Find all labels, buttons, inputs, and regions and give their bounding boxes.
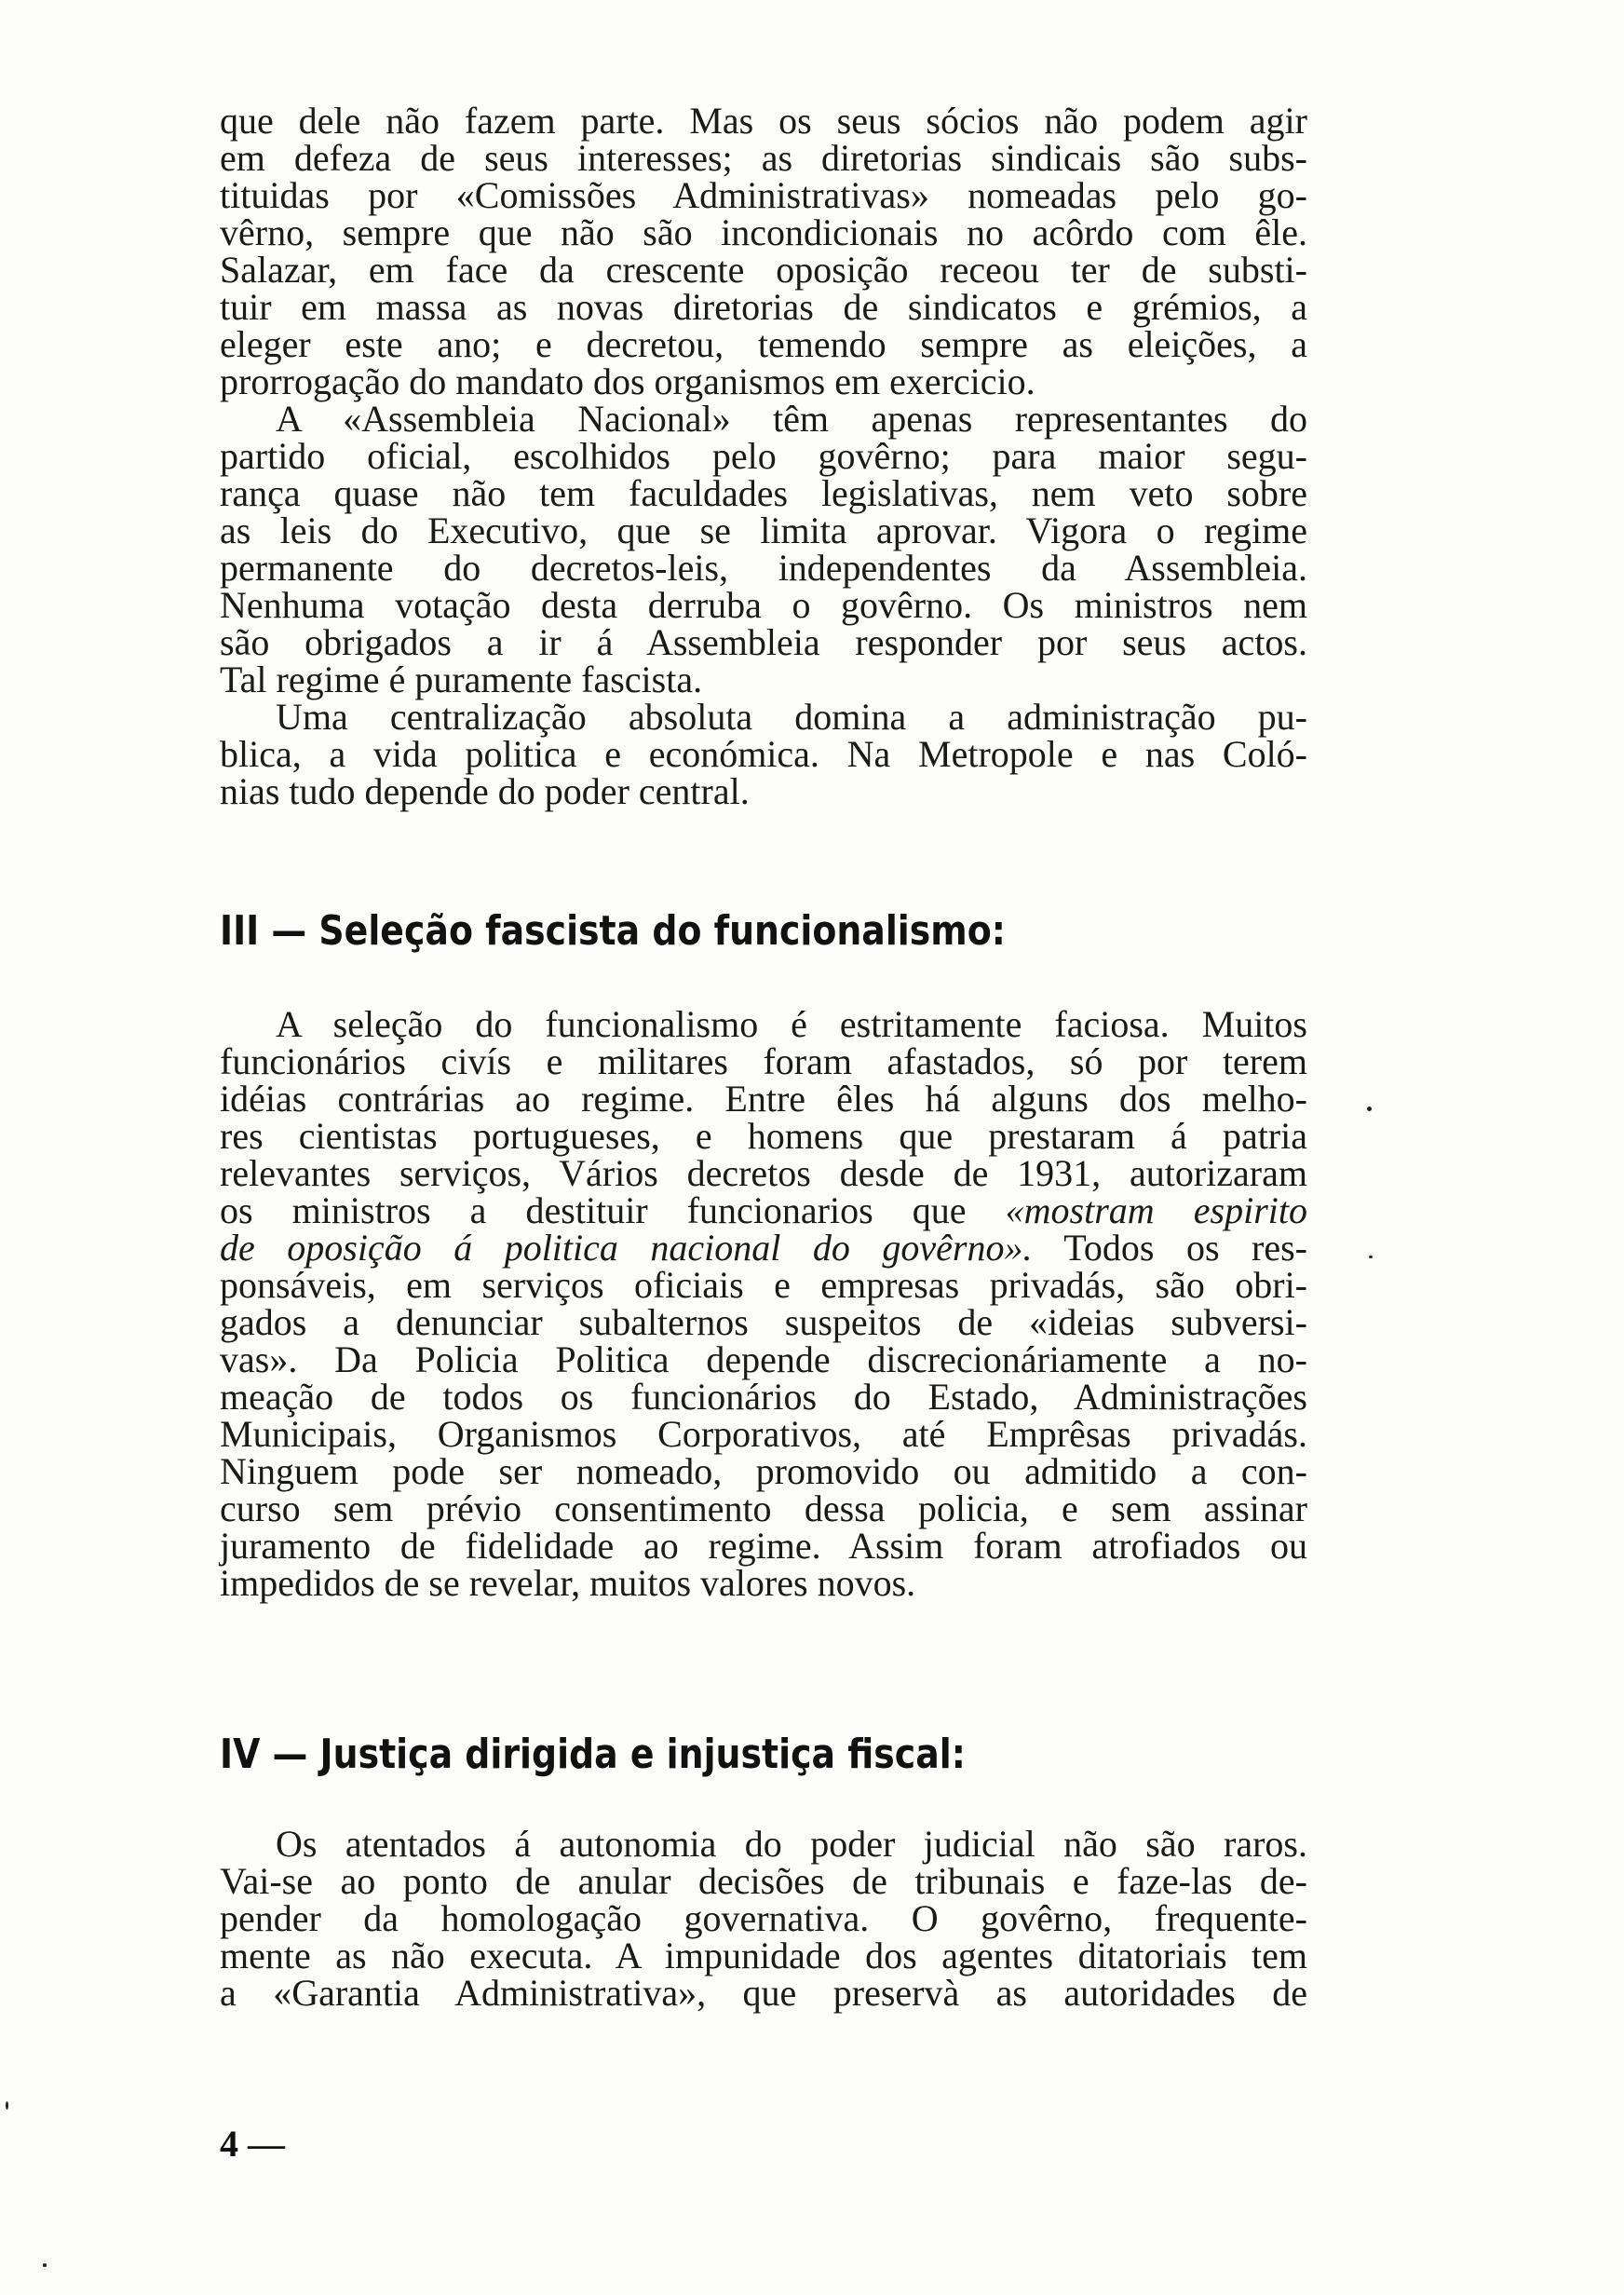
text-line: tuir em massa as novas diretorias de sindicatos e grémios, a <box>220 286 1307 328</box>
text-line: vêrno, sempre que não são incondicionais no acôrdo com êle. <box>220 211 1307 253</box>
text-line: res cientistas portugueses, e homens que prestaram á patria <box>220 1115 1307 1157</box>
text-line: permanente do decretos-leis, independentes da Assembleia. <box>220 547 1307 589</box>
paragraph-5 <box>220 1823 1307 2014</box>
text-line: vas». Da Policia Politica depende discrecionáriamente a no- <box>220 1338 1307 1380</box>
text-line: rança quase não tem faculdades legislativas, nem veto sobre <box>220 472 1307 514</box>
text-line: Salazar, em face da crescente oposição receou ter de substi- <box>220 249 1307 291</box>
paragraph-1 <box>220 102 1307 401</box>
text-line: prorrogação do mandato dos organismos em exercicio. <box>220 360 1035 402</box>
text-line: Os atentados á autonomia do poder judicial não são raros. <box>276 1823 1307 1865</box>
text-line: Uma centralização absoluta domina a administração pu- <box>276 696 1307 738</box>
text-line: eleger este ano; e decretou, temendo sempre as eleições, a <box>220 323 1307 365</box>
text-span: os ministros a destituir funcionarios que <box>220 1189 967 1231</box>
text-line <box>220 1229 1307 1267</box>
text-line: partido oficial, escolhidos pelo govêrno; para maior segu- <box>220 435 1307 477</box>
text-line: Municipais, Organismos Corporativos, até Emprêsas privadás. <box>220 1413 1307 1455</box>
text-line: Nenhuma votação desta derruba o govêrno. Os ministros nem <box>220 584 1307 626</box>
text-span: Todos os res- <box>1032 1227 1308 1269</box>
text-line: são obrigados a ir á Assembleia responder por seus actos. <box>220 621 1307 663</box>
text-line: juramento de fidelidade ao regime. Assim foram atrofiados ou <box>220 1525 1307 1567</box>
text-line: impedidos de se revelar, muitos valores novos. <box>220 1562 916 1604</box>
scan-speck <box>1367 1107 1372 1111</box>
text-line: as leis do Executivo, que se limita aprovar. Vigora o regime <box>220 509 1307 551</box>
text-line: Tal regime é puramente fascista. <box>220 659 703 700</box>
page-number: 4 — <box>220 2123 285 2165</box>
section-heading-3: III — Seleção fascista do funcionalismo: <box>220 907 1006 955</box>
text-line <box>220 1189 1308 1231</box>
text-line: idéias contrárias ao regime. Entre êles há alguns dos melho- <box>220 1078 1307 1120</box>
text-line: pender da homologação governativa. O govêrno, frequente- <box>220 1897 1307 1939</box>
text-line: em defeza de seus interesses; as diretorias sindicais são subs- <box>220 137 1307 179</box>
text-line: ponsáveis, em serviços oficiais e empresas privadás, são obri- <box>220 1264 1307 1306</box>
quoted-italic-text: «mostram espirito <box>1005 1189 1308 1231</box>
text-line: blica, a vida politica e económica. Na Metropole e nas Coló- <box>220 733 1307 775</box>
text-line: Ninguem pode ser nomeado, promovido ou admitido a con- <box>220 1450 1307 1492</box>
scan-speck <box>6 2101 8 2110</box>
text-line: gados a denunciar subalternos suspeitos de «ideias subversi- <box>220 1301 1307 1343</box>
text-line: tituidas por «Comissões Administrativas» nomeadas pelo go- <box>220 174 1307 216</box>
paragraph-2 <box>220 398 1307 700</box>
text-line: A seleção do funcionalismo é estritamente faciosa. Muitos <box>276 1003 1307 1045</box>
text-line: nias tudo depende do poder central. <box>220 770 750 812</box>
text-line: relevantes serviços, Vários decretos desde de 1931, autorizaram <box>220 1152 1307 1194</box>
text-line: que dele não fazem parte. Mas os seus sócios não podem agir <box>220 100 1307 142</box>
section-heading-4: IV — Justiça dirigida e injustiça fiscal: <box>220 1731 966 1778</box>
text-line: meação de todos os funcionários do Estado, Administrações <box>220 1376 1307 1418</box>
paragraph-3 <box>220 696 1307 812</box>
text-line: curso sem prévio consentimento dessa policia, e sem assinar <box>220 1487 1307 1529</box>
text-line: a «Garantia Administrativa», que preservà as autoridades de <box>220 1972 1307 2014</box>
scan-speck <box>1369 1256 1373 1258</box>
text-line: A «Assembleia Nacional» têm apenas representantes do <box>276 398 1307 440</box>
scan-speck <box>43 2263 47 2267</box>
text-line: Vai-se ao ponto de anular decisões de tribunais e faze-las de- <box>220 1860 1307 1902</box>
text-line: funcionários civís e militares foram afastados, só por terem <box>220 1040 1307 1082</box>
quoted-italic-text: de oposição á politica nacional do govêrno». <box>220 1227 1033 1269</box>
text-line: mente as não executa. A impunidade dos agentes ditatoriais tem <box>220 1935 1307 1976</box>
paragraph-4 <box>220 1003 1308 1604</box>
